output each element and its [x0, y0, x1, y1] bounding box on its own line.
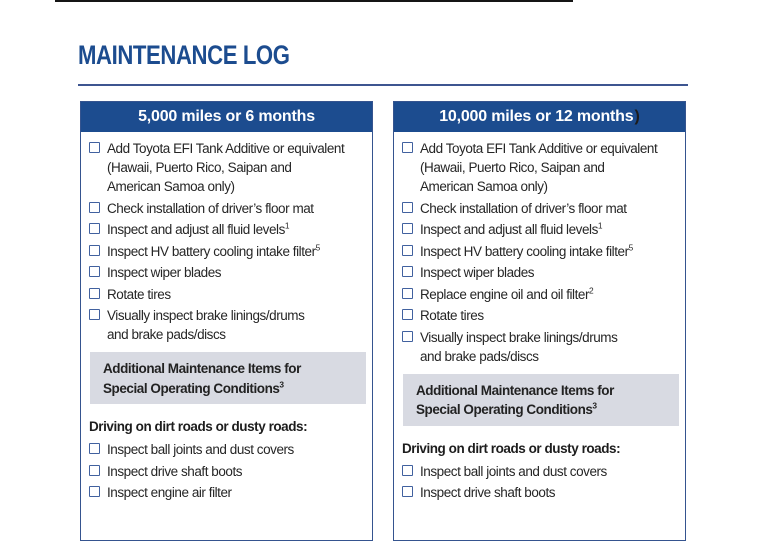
checklist-item-label: Inspect and adjust all fluid levels$^1$ [420, 220, 603, 237]
checklist-item-label: Inspect and adjust all fluid levels$^1$ [107, 220, 290, 237]
checklist-item [89, 285, 368, 304]
checklist-item [89, 306, 368, 344]
checkbox[interactable] [402, 288, 413, 299]
checklist-item-label: Inspect engine air filter [107, 485, 232, 500]
checklist-item [89, 263, 368, 282]
checkbox[interactable] [89, 202, 100, 213]
checkbox[interactable] [402, 309, 413, 320]
checklist-item [402, 285, 681, 304]
checkbox[interactable] [402, 486, 413, 497]
maintenance-columns [80, 101, 686, 541]
footnote-marker: 1 [284, 220, 290, 231]
checklist-item-label: Visually inspect brake linings/drums and brake pads/discs [420, 329, 618, 364]
checklist-item-label: Add Toyota EFI Tank Additive or equivalent (Hawaii, Puerto Rico, Saipan and American Samoa only) [420, 141, 658, 194]
checklist-item-label: Add Toyota EFI Tank Additive or equivalent (Hawaii, Puerto Rico, Saipan and American Samoa only) [107, 141, 345, 194]
checklist-item [402, 242, 681, 261]
driving-conditions-heading: Driving on dirt roads or dusty roads: [89, 419, 308, 434]
checklist-item [402, 139, 681, 196]
checklist-item-label: Check installation of driver’s floor mat [420, 200, 627, 216]
checklist-item [402, 306, 681, 325]
checklist-item-label: Inspect HV battery cooling intake filter$^5$ [420, 242, 633, 259]
checkbox[interactable] [89, 142, 100, 153]
footnote-marker: 2 [589, 285, 594, 295]
driving-conditions-heading: Driving on dirt roads or dusty roads: [402, 440, 621, 456]
checklist-item [89, 220, 368, 239]
checklist-item-label: Inspect wiper blades [107, 265, 222, 280]
checkbox[interactable] [89, 223, 100, 234]
checklist-item-label: Inspect ball joints and dust covers [420, 463, 607, 479]
checkbox[interactable] [89, 245, 100, 256]
checklist-item-label: Check installation of driver’s floor mat [107, 200, 314, 216]
column-body [394, 132, 685, 502]
footnote-marker: 3 [279, 379, 284, 389]
checklist-item-label: Rotate tires [107, 286, 171, 302]
checklist-item [89, 483, 368, 502]
checklist-item [89, 440, 368, 459]
checklist-item [402, 328, 681, 366]
checklist-item-label: Inspect wiper blades [420, 265, 535, 280]
footnote-marker: 1 [597, 220, 603, 231]
title-rule [78, 84, 688, 86]
checklist-item-label: Replace engine oil and oil filter$^2$ [420, 285, 594, 302]
special-conditions-note: Additional Maintenance Items for Special Operating Conditions$^3$ [90, 352, 366, 404]
checklist-item-label: Rotate tires [420, 308, 484, 323]
checklist-item-label: Inspect drive shaft boots [420, 485, 556, 500]
special-conditions-note: Additional Maintenance Items for Special Operating Conditions$^3$ [403, 374, 679, 426]
checkbox[interactable] [89, 465, 100, 476]
checklist-item-label: Visually inspect brake linings/drums and brake pads/discs [107, 308, 305, 342]
checkbox[interactable] [402, 202, 413, 213]
page-title: MAINTENANCE LOG [78, 40, 290, 70]
checklist-item-label: Inspect drive shaft boots [107, 463, 243, 479]
checkbox[interactable] [402, 245, 413, 256]
checkbox[interactable] [402, 223, 413, 234]
column-header [81, 102, 372, 132]
checklist-item [89, 139, 368, 196]
checkbox[interactable] [402, 331, 413, 342]
checkbox[interactable] [89, 443, 100, 454]
checkbox[interactable] [89, 309, 100, 320]
checklist-item-label: Inspect HV battery cooling intake filter$^5$ [107, 242, 320, 259]
maintenance-column [393, 101, 686, 541]
checklist-item [402, 263, 681, 282]
checkbox[interactable] [89, 266, 100, 277]
column-header [394, 102, 685, 132]
footnote-marker: 5 [628, 242, 633, 252]
checkbox[interactable] [89, 486, 100, 497]
footnote-marker: 5 [315, 242, 320, 252]
column-header-label: 5,000 miles or 6 months [138, 108, 315, 125]
checklist-item [89, 199, 368, 218]
checklist-item [402, 483, 681, 502]
checklist-item-label: Inspect ball joints and dust covers [107, 442, 294, 457]
checkbox[interactable] [89, 288, 100, 299]
scan-artifact-line [55, 0, 573, 2]
checklist-item [402, 462, 681, 481]
checkbox[interactable] [402, 142, 413, 153]
footnote-marker: 3 [592, 400, 597, 411]
checklist-item [402, 199, 681, 218]
column-body [81, 132, 372, 502]
checkbox[interactable] [402, 465, 413, 476]
checkbox[interactable] [402, 266, 413, 277]
checklist-item [89, 242, 368, 261]
maintenance-column [80, 101, 373, 541]
scan-artifact-paren: ) [634, 108, 640, 125]
column-header-label: 10,000 miles or 12 months [439, 108, 634, 125]
checklist-item [89, 462, 368, 481]
checklist-item [402, 220, 681, 239]
